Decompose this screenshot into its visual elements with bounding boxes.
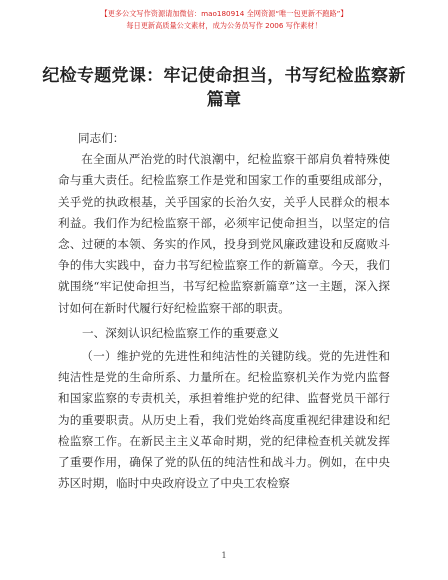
document-body (58, 128, 390, 494)
promo-banner (0, 8, 448, 32)
document-title: 纪检专题党课：牢记使命担当，书写纪检监察新篇章 (42, 66, 406, 110)
paragraph-1-1: （一）维护党的先进性和纯洁性的关键防线。党的先进性和纯洁性是党的生命所系、力量所在。纪检监察机关作为党内监督和国家监察的专责机关，承担着维护党的纪律、监督党员干部行为的重要职责。从历史上看，我们党始终高度重视纪律建设和纪检监察工作。在新民主主义革命时期，党的纪律检查机关就发挥了重要作用，确保了党的队伍的纯洁性和战斗力。例如，在中央苏区时期，临时中央政府设立了中央工农检察 (58, 349, 390, 491)
paragraph-intro: 在全面从严治党的时代浪潮中，纪检监察干部肩负着特殊使命与重大责任。纪检监察工作是党和国家工作的重要组成部分，关乎党的执政根基，关乎国家的长治久安，关乎人民群众的根本利益。我们作为纪检监察干部，必须牢记使命担当，以坚定的信念、过硬的本领、务实的作风，投身到党风廉政建设和反腐败斗争的伟大实践中，奋力书写纪检监察工作的新篇章。今天，我们就围绕“牢记使命担当，书写纪检监察新篇章”这一主题，深入探讨如何在新时代履行好纪检监察干部的职责。 (58, 152, 390, 315)
promo-line-1: 【更多公文写作资源请加微信：mao180914 全网资源“唯一包更新不跑路”】 (100, 9, 348, 18)
page-number: 1 (221, 551, 227, 560)
greeting: 同志们： (78, 131, 125, 145)
section-heading-1: 一、深刻认识纪检监察工作的重要意义 (82, 325, 280, 340)
promo-line-2: 每日更新高质量公文素材，成为公务员写作 2006 写作素材！ (126, 21, 322, 30)
